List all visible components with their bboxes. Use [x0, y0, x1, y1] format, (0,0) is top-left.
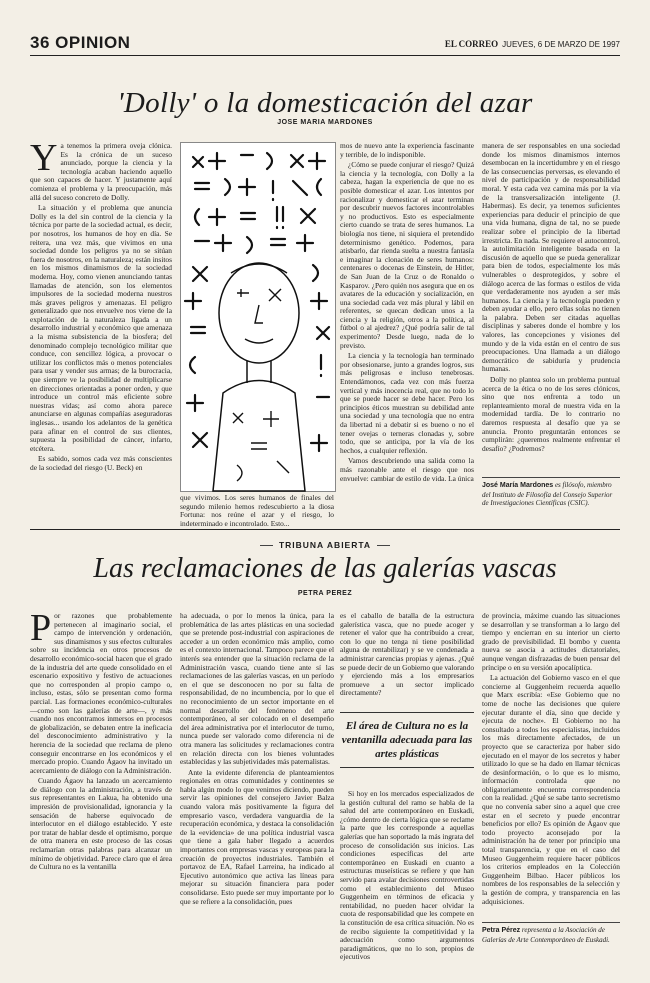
cloning-illustration — [180, 142, 336, 492]
article2-title: Las reclamaciones de las galerías vascas — [93, 553, 557, 584]
article1-author: JOSE MARIA MARDONES — [277, 119, 373, 126]
article1-signature: José María Mardones es filósofo, miembro del Instituto de Filosofía del Consejo Superior de Investigaciones Científicas (CSIC). — [482, 481, 613, 507]
dropcap: Y — [30, 137, 58, 179]
newspaper-name: EL CORREO — [444, 39, 499, 49]
article2-column-3: es el caballo de batalla de la estructura galerística vasca, que no puede acoger y retener el valor que ha contribuido a crear, con lo que no tenga ni tiene posibilidad alguna de rentabilizar) y se ve condenada a administrar carencias propias y ajenas. ¿Qué se puede decir de un Gobierno que valorando y ejerciendo más a los empresarios promueve a un sector implicado directamente? — [340, 611, 475, 698]
page-header — [30, 33, 620, 56]
section-label: TRIBUNA ABIERTA — [0, 540, 650, 550]
article1-column-4: manera de ser responsables en una sociedad donde los mismos dinamismos internos desembocan en la incertidumbre y en el riesgo de las consecuencias perversas, es elevando el nivel de participación y de responsabilidad moral. Y esta cada vez camina más por la vía de la transversalización inteligente (J. Habermas). Es decir, ya tenemos suficientes experiencias para deducir el principio de que una vida humana, digna de tal, no se puede realizar sobre el principio de la libertad irrestricta. En nada. Se requiere el autocontrol, la autolimitación inteligente basada en la discusión de aquello que se pueda generalizar para bien de todos, especialmente los más vulnerables o desprotegidos, y sobre el diálogo acerca de las formas o estilos de vida que verdaderamente nos ayuden a ser más humanos. La ciencia y la tecnología pueden y deben ayudar a ello, pero ellas solas no tienen la palabra. Deben ser citadas aquellas disciplinas y saberes donde el hombre y los valores, las concepciones y visiones del mundo y de la vida están en el centro de sus preocupaciones. Una llamada a un diálogo democrático de sabiduría y prudencia humanas. Dolly no plantea solo un problema puntual acerca de la ética o no de los seres clónicos, sino que nos enfrenta a todo un replanteamiento moral de nuestra vida en la modernidad tardía. De lo contrario no daremos respuesta al desafío que ya se anuncia. Pronto preguntarán entonces se cumplirán: ¿queremos realmente enfrentar el desafío? ¿Podremos? — [482, 141, 620, 453]
article2-column-1: Por razones que probablemente pertenecen al imaginario social, el campo de intervención y ordenación, sus dinamismos y sus efectos culturales sobre su incidencia en otros procesos de desarrollo económico-social hacen que el grado de la industria del arte quede consolidado en el escenario expositivo y festivo de actuaciones que no corresponden al propio campo o, incluso, estas, sólo se presentan como forma parcial. Las formaciones económico-culturales —como son las galerías de arte—, y más cuando nos encontramos inmersos en procesos de globalización, se debaten entre la ineficacia del desconocimiento administrativo y la herencia de la sociedad que reclama de pleno conseguir encontrarse en los económicos y el mercado propio. Cuando Ágaov ha invitado un acercamiento de diálogo con la Administración. Cuando Ágaov ha lanzado un acercamiento de diálogo con la administración, a través de sus representantes en Lakua, ha obtenido una impresión de provisionalidad, ignorancia y la sensación de haberse equivocado de interlocutor en el diálogo establecido. Y este por tratar de hablar desde el optimismo, porque de otra manera en este proceso de las cosas reclamarían otras palabras para alcanzar un mínimo de objetividad. Parece claro que el área de Cultura no es la ventanilla — [30, 607, 172, 872]
article1-title: 'Dolly' o la domesticación del azar — [117, 87, 533, 119]
page-number: 36 OPINION — [30, 33, 131, 52]
dropcap: P — [30, 607, 52, 649]
section-divider — [30, 529, 620, 530]
pull-quote: El área de Cultura no es la ventanilla adecuada para las artes plásticas — [340, 712, 474, 768]
signature-rule — [482, 477, 620, 478]
article1-column-2: que vivimos. Los seres humanos de finales del segundo milenio hemos redescubierto a la diosa Fortuna: nos reúne el azar y el riesgo, lo indeterminado e incontrolado. Esto... — [180, 493, 334, 528]
article1-column-1: Ya tenemos la primera oveja clónica. Es la crónica de un suceso anunciado, porque la ciencia y la tecnología acaban haciendo aquello que son capaces de hacer. Y justamente aquí comienza el problema y la preocupación, más allá del suceso concreto de Dolly. La situación y el problema que anuncia Dolly es la del sin control de la ciencia y la técnica por parte de la sociedad actual, es decir, por nosotros, los humanos de hoy en día. Se reitera, una vez más, que vivimos en una sociedad donde los peligros ya no se sitúan fuera de nosotros, en la naturaleza; están insitos en los mismos dinamismos de la sociedad moderna. Hoy, como vienen anunciando tantas llamadas de atención, son los elementos impulsores de la sociedad moderna nuestros más graves peligros y amenazas. El peligro generalizado que nos envuelve nos viene de la explotación de la naturaleza ligada a un desarrollo industrial y económico que amenaza a la misma subsistencia de la biosfera; del denominado complejo tecnológico militar que conduce, con sencillez lógica, a provocar o utilizar los conflictos más o menos potenciales para usar y vender sus armas; de la burocracia, que siempre ve la posibilidad de multiplicarse en direcciones orientadas a poner orden, y que introduce un control más eficiente sobre nuestras vidas; así como ahora parece anunciarse en algunas compañías aseguradoras inglesas... usando los adelantos de la genética para afinar en el control de sus clientes, supuesta la posibilidad de cáncer, infarto, etcétera. Es sabido, somos cada vez más conscientes de la sociedad del riesgo (U. Beck) en — [30, 137, 172, 472]
article2-author: PETRA PEREZ — [297, 590, 353, 597]
article1-column-3: mos de nuevo ante la experiencia fascinante y terrible, de lo indisponible. ¿Cómo se puede conjurar el riesgo? Quizá la ciencia y la tecnología, con Dolly a la cabeza, hagan la experiencia de que no es posible domesticar el azar. Los intentos por racionalizar y domesticar el azar terminan por descubrir nuevos factores incontrolables y no productivos. Esto es especialmente cierto cuando se trata de seres humanos. La biología nos tiene, ni siquiera el pretendido determinismo genético. Podemos, para atisbarlo, dar rienda suelta a nuestra fantasía e imaginar la clonación de seres humanos: centenares o docenas de Einstein, de Hitler, de San Juan de la Cruz o de Ronaldo o Kasparov. ¿Pero quién nos asegura que en os avatares de la educación y socialización, en una sociedad cada vez más plural y lábil en referentes, se quecan dedican unos a la ciencia y la religión, otros a la política, al fútbol o al ajedrez? ¿Qué podría salir de tal experimento? Desde luego, nada de lo previsto. La ciencia y la tecnología han terminado por obsesionarse, junto a grandes logros, sus más peligrosas e incluso tenebrosas. Entendámonos, cada vez con más fuerza vertical y más inocencia real, que no todo lo que se puede hacer se debe hacer. Pero los principios éticos muestran su debilidad ante una sociedad y una tecnología que no entra da libertad ni a debatir si es bueno o no el tener ovejas o terneras clonadas y, sobre todo, que se anticipa, por la vía de los hechos, a cualquier reflexión. Vamos descubriendo una salida como la más razonable ante el riesgo que nos envuelve: cambiar de estilo de vida. La única — [340, 141, 474, 483]
article2-signature: Petra Pérez representa a la Asociación de Galerías de Arte Contemporáneo de Euskadi. — [482, 926, 610, 944]
article2-column-2: ha adecuada, o por lo menos la única, para la problemática de las artes plásticas en una sociedad que se pretende post-industrial con aspiraciones de acceder a un orden económico más amplio, como es el contexto internacional. Tampoco parece que el interés sea entender que la situación reclama de la Administración vasca, cuando tiene ante sí las reclamaciones de las galerías vascas, en un período en el que se desconocen no por su falta de responsabilidad, de no incumbencia, por lo que el no reconocimiento de un sector importante en el normal desarrollo del fenómeno del arte contemporáneo, al ser colocado en el desempeño del área administrativa por el interlocutor de turno, nunca puede ser valorado como diferencia ni de otra manera las solicitudes y reclamaciones contra en relación directa con los bienes voluntades establecidas y las subjetividades más paternalistas. Ante la evidente diferencia de planteamientos regionales en otras comunidades y continentes se habla algún modo lo que venimos diciendo, pueden servir las opiniones del consejero Javier Balza cuando valora más positivamente la figura del empresario vasco, verdadera vanguardia de la recuperación económica, y destaca la consolidación de la «evidencia» de una política industrial vasca que tiene a gala haber llegado a acuerdos importantes con empresas vascas y europeas para la creación de proyectos industriales. También el portavoz de EA, Rafael Larreina, ha indicado al Ejecutivo autonómico que activa las líneas para mejorar su situación financiera para poder consolidarse. Esto puede ser muy importante por lo que se refiere a la consolidación, pues — [180, 611, 334, 906]
signature-rule — [482, 922, 620, 923]
article2-column-4: de provincia, máxime cuando las situaciones se desarrollan y se transforman a lo largo del tiempo y encierran en su interior un cierto grado de previsibilidad. El bombo y cuenta nueva se asocia a actitudes dictatoriales, aunque vengan disfrazadas de buen pensar del príncipe o en su versión apocalíptica. La actuación del Gobierno vasco en el que concierne al Guggenheim recuerda aquello que Marx escribía: «Ese Gobierno que no tome de noche las decisiones que quiere ejecutar durante el día, sino que decide y ejecuta de noche». El Gobierno no ha consultado a todos los especialistas, incluidos los más directamente afectados, de un proyecto que se caracteriza por haber sido ejecutado en el mayor de los secretos y haber utilizado lo que se ha dado en llamar técnicas de desinformación, o lo que es lo mismo, información controlada que no obligatoriamente encuentra correspondencia con la realidad. ¿Qué se sabe tanto secretismo que no convenía saber sino a aquel que cree estar en el secreto y puede encontrar beneficios por ello? Es opinión de Ágaov que todo proyecto aconsejado por la administración ha de tener por principio una total transparencia, y que en el caso del Museo Guggenheim requiere hacer públicos los criterios empleados en la Colección Guggenheim Bilbao. Hacer públicos los nombres de los responsables de la selección y la gestión de compra, y transparencia en las adquisiciones. — [482, 611, 620, 906]
article2-column-3-continued: Si hoy en los mercados especializados de la gestión cultural del ramo se habla de la salud del arte contemporáneo en Euskadi, ¿cómo dentro de cierta lógica que se reclame la parte que les corresponde a aquellas galerías que han soportado la más ingrata del proceso de consolidación sus inicios. Las condiciones específicas del arte contemporáneo en Euskadi en cuanto a estructuras museísticas se refiere y que han servido para avalar decisiones controvertidas como el establecimiento del Museo Guggenheim en términos de eficacia y rentabilidad, no pueden hacer olvidar la cuota de responsabilidad que les compete en la constitución de esa crítica situación. No es de recibo siguiente la competitividad y la adecuación como argumentos paradigmáticos, que no lo son, propios de ejecutivos — [340, 789, 474, 962]
issue-date: JUEVES, 6 DE MARZO DE 1997 — [502, 40, 620, 49]
masthead — [445, 39, 620, 49]
symbols-face-drawing — [181, 143, 335, 491]
